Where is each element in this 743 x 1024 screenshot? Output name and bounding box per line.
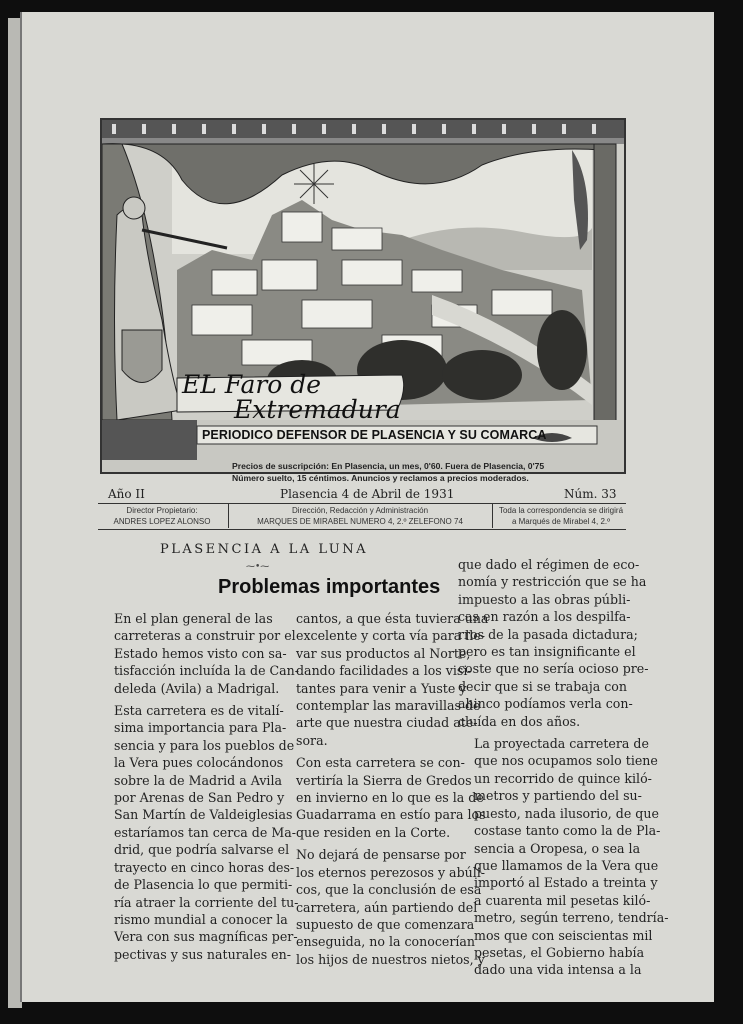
article-paragraph bbox=[280, 846, 486, 968]
article-paragraph bbox=[98, 702, 299, 963]
masthead-title-line1: EL Faro de bbox=[182, 370, 322, 399]
text-line: carretera, aún partiendo del bbox=[296, 899, 478, 915]
text-line: contemplar las maravillas de bbox=[296, 698, 481, 714]
text-line: rros de la pasada dictadura; bbox=[458, 626, 638, 642]
text-line: pectivas y sus naturales en- bbox=[114, 946, 291, 962]
prices-line: Número suelto, 15 céntimos. Anuncios y reclamos a precios moderados. bbox=[232, 473, 529, 483]
owner-credit bbox=[100, 505, 224, 527]
text-line: cluída en dos años. bbox=[458, 713, 581, 729]
text-line: sobre la de Madrid a Avila bbox=[114, 772, 282, 788]
text-line: importó al Estado a treinta y bbox=[474, 875, 658, 891]
issue-date: Plasencia 4 de Abril de 1931 bbox=[280, 487, 455, 501]
text-line: arte que nuestra ciudad ate- bbox=[296, 715, 478, 731]
text-line: en invierno en lo que es la de bbox=[296, 790, 484, 806]
text-line: tantes para venir a Yuste y bbox=[296, 680, 467, 696]
text-line: dando facilidades a los visi- bbox=[296, 663, 472, 679]
text-line: No dejará de pensarse por bbox=[296, 847, 466, 863]
text-line: var sus productos al Norte, bbox=[296, 645, 471, 661]
correspondence-line: a Marqués de Mirabel 4, 2.º bbox=[511, 517, 611, 526]
text-line: Estado hemos visto con sa- bbox=[114, 645, 287, 661]
text-line: ría atraer la corriente del tu- bbox=[114, 894, 299, 910]
text-line: dado una vida intensa a la bbox=[474, 962, 642, 978]
section-title: PLASENCIA A LA LUNA bbox=[160, 542, 368, 557]
text-line: a cuarenta mil pesetas kiló- bbox=[474, 892, 651, 908]
masthead-title-line2: Extremadura bbox=[234, 395, 401, 424]
year-label: Año II bbox=[108, 487, 145, 501]
owner-label: Director Propietario: bbox=[126, 506, 198, 515]
article-paragraph bbox=[458, 556, 649, 730]
text-line: cos, que la conclusión de esa bbox=[296, 882, 482, 898]
text-line: coste que no sería ocioso pre- bbox=[458, 661, 649, 677]
text-line: supuesto de que comenzara bbox=[296, 916, 475, 932]
text-line: impuesto a las obras públi- bbox=[458, 591, 631, 607]
article-headline: Problemas importantes bbox=[218, 576, 441, 598]
credit-separator bbox=[228, 504, 229, 528]
text-line: puesto, nada ilusorio, de que bbox=[474, 805, 659, 821]
correspondence-credit bbox=[496, 505, 626, 527]
article-column-3 bbox=[458, 556, 669, 979]
text-line: decir que si se trabaja con bbox=[458, 678, 627, 694]
text-line: estaríamos tan cerca de Ma- bbox=[114, 824, 296, 840]
text-line: trayecto en cinco horas des- bbox=[114, 859, 295, 875]
article-column-1 bbox=[98, 610, 300, 963]
text-line: San Martín de Valdeiglesias bbox=[114, 807, 293, 823]
text-line: los hijos de nuestros nietos, y bbox=[296, 951, 485, 967]
text-line: cas en razón a los despilfa- bbox=[458, 609, 631, 625]
text-line: excelente y corta vía para lle- bbox=[296, 628, 486, 644]
text-line: de Plasencia lo que permiti- bbox=[114, 877, 293, 893]
text-line: sencia a Oropesa, o sea la bbox=[474, 840, 641, 856]
text-line: sora. bbox=[296, 732, 328, 748]
text-line: metros y partiendo del su- bbox=[474, 788, 642, 804]
text-line: la Vera pues colocándonos bbox=[114, 755, 284, 771]
text-line: sima importancia para Pla- bbox=[114, 720, 287, 736]
text-line: Vera con sus magníficas per- bbox=[114, 929, 298, 945]
article-paragraph bbox=[280, 754, 486, 841]
text-line: cantos, a que ésta tuviera una bbox=[296, 611, 489, 626]
text-line: En el plan general de las bbox=[114, 611, 273, 626]
article-paragraph bbox=[98, 610, 300, 697]
office-address: MARQUES DE MIRABEL NUMERO 4, 2.º ZELEFONO 74 bbox=[257, 517, 463, 526]
text-line: rismo mundial a conocer la bbox=[114, 911, 288, 927]
text-line: mos que con seiscientas mil bbox=[474, 927, 653, 943]
owner-name: ANDRES LOPEZ ALONSO bbox=[113, 517, 211, 526]
text-line: Esta carretera es de vitalí- bbox=[114, 703, 284, 719]
text-line: drid, que podría salvarse el bbox=[114, 842, 290, 858]
subscription-prices bbox=[232, 460, 612, 484]
masthead-illustration bbox=[100, 118, 626, 474]
text-line: que nos ocupamos solo tiene bbox=[474, 753, 658, 769]
text-line: deleda (Avila) a Madrigal. bbox=[114, 680, 280, 696]
text-line: nomía y restricción que se ha bbox=[458, 574, 647, 590]
text-line: Guadarrama en estío para los bbox=[296, 807, 486, 823]
text-line: vertiría la Sierra de Gredos bbox=[296, 772, 472, 788]
text-line: costase tanto como la de Pla- bbox=[474, 823, 661, 839]
article-paragraph bbox=[280, 610, 489, 749]
text-line: sencia y para los pueblos de bbox=[114, 737, 295, 753]
text-line: pesetas, el Gobierno había bbox=[474, 944, 645, 960]
text-line: carreteras a construir por el bbox=[114, 628, 296, 644]
correspondence-line: Toda la correspondencia se dirigirá bbox=[498, 506, 624, 515]
credit-separator bbox=[492, 504, 493, 528]
text-line: La proyectada carretera de bbox=[474, 736, 649, 752]
text-line: que dado el régimen de eco- bbox=[458, 557, 640, 572]
text-line: los eternos perezosos y abúli- bbox=[296, 864, 486, 880]
text-line: un recorrido de quince kiló- bbox=[474, 770, 652, 786]
text-line: pero es tan insignificante el bbox=[458, 644, 636, 660]
article-paragraph bbox=[458, 735, 669, 979]
office-label: Dirección, Redacción y Administración bbox=[291, 506, 429, 515]
top-rule bbox=[98, 503, 626, 504]
ornament-divider: ⁓•⁓ bbox=[246, 562, 270, 572]
issue-number: Núm. 33 bbox=[564, 487, 617, 501]
office-credit bbox=[232, 505, 488, 527]
text-line: que llamamos de la Vera que bbox=[474, 857, 659, 873]
article-column-2 bbox=[280, 610, 489, 968]
text-line: enseguida, no la conocerían bbox=[296, 934, 475, 950]
text-line: que residen en la Corte. bbox=[296, 824, 451, 840]
text-line: metro, según terreno, tendría- bbox=[474, 910, 669, 926]
masthead-subtitle: PERIODICO DEFENSOR DE PLASENCIA Y SU COMARCA bbox=[202, 428, 547, 442]
prices-line: Precios de suscripción: En Plasencia, un mes, 0'60. Fuera de Plasencia, 0'75 bbox=[232, 461, 545, 471]
text-line: por Arenas de San Pedro y bbox=[114, 790, 285, 806]
text-line: Con esta carretera se con- bbox=[296, 755, 465, 771]
text-line: tisfacción incluída la de Can- bbox=[114, 663, 300, 679]
bottom-rule bbox=[98, 529, 626, 530]
text-line: ahinco podíamos verla con- bbox=[458, 696, 633, 712]
